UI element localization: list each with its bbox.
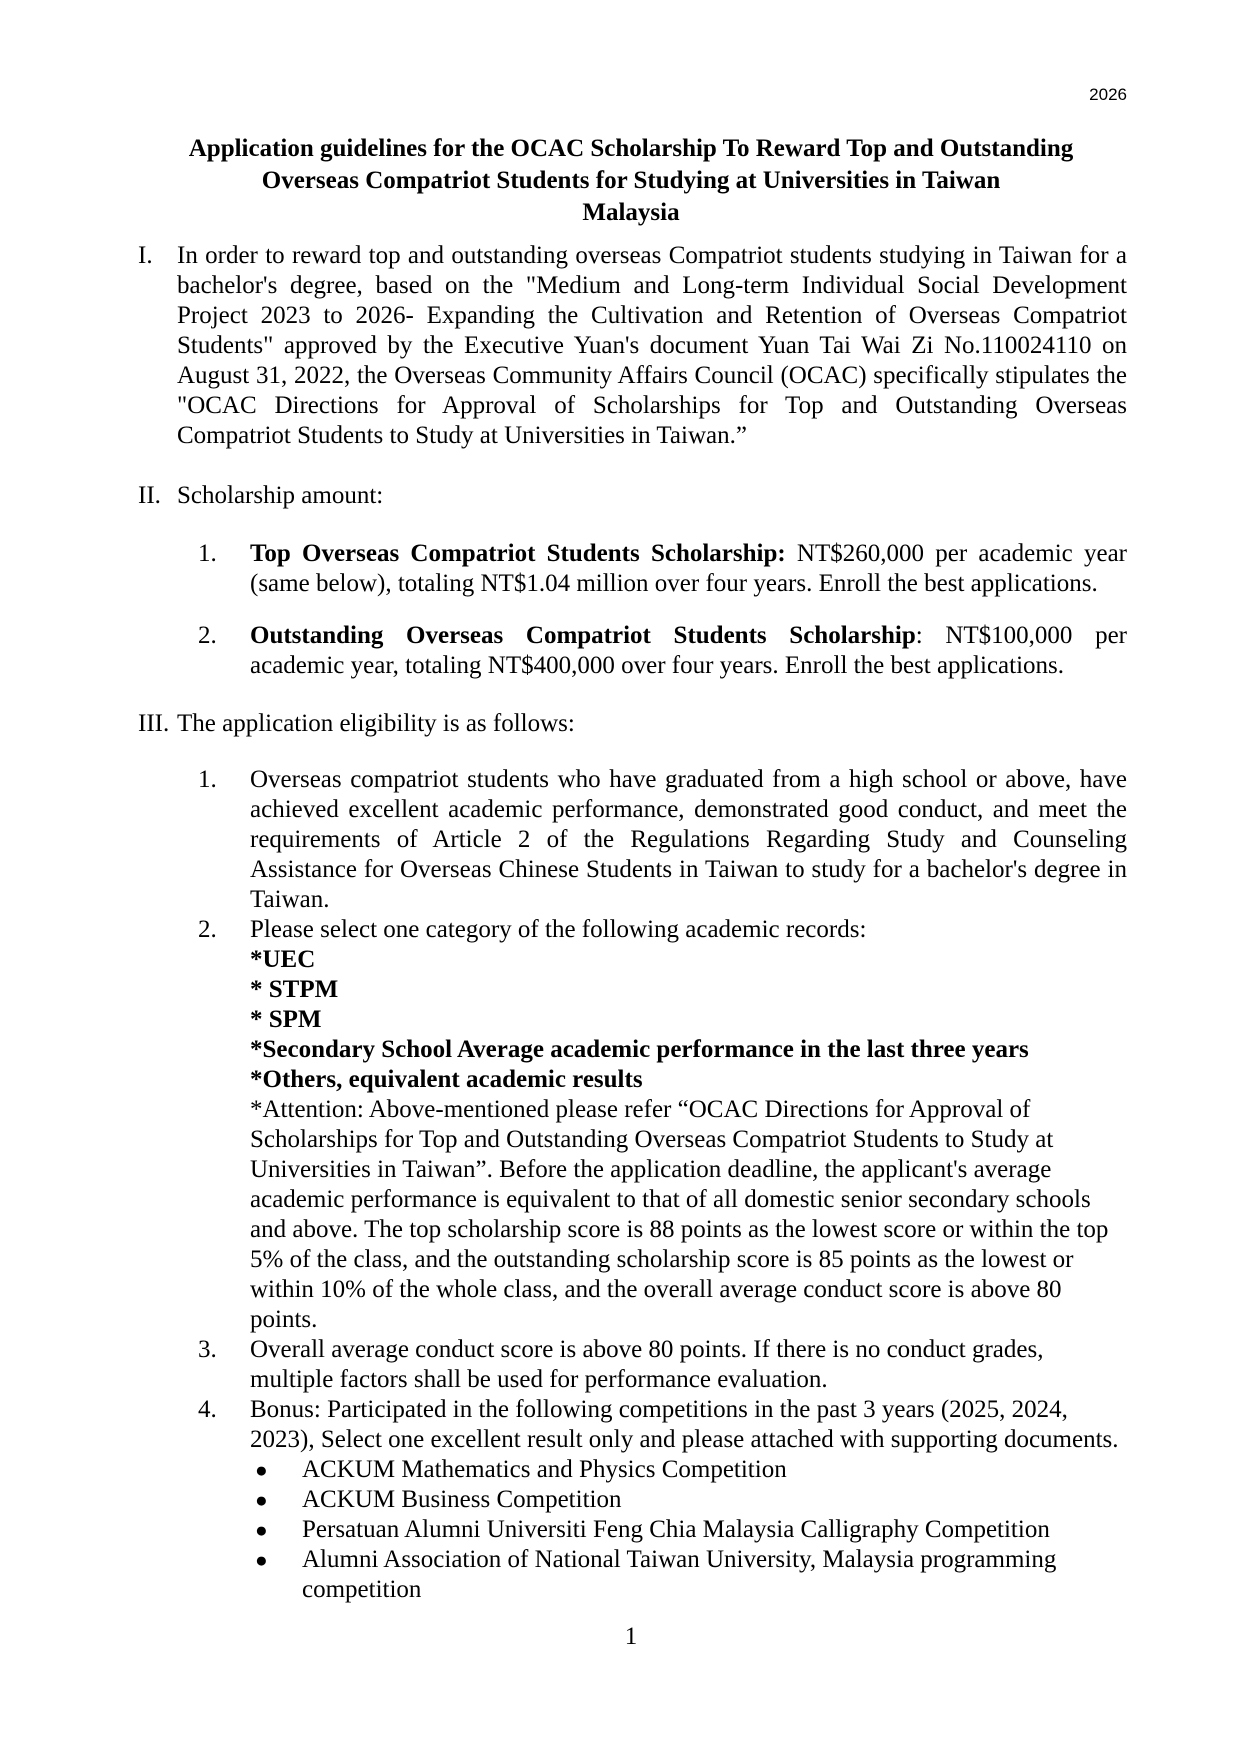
attention-note: *Attention: Above-mentioned please refer “OCAC Directions for Approval of Scholarships for Top and Outstanding Overseas Compatriot Students to Study at Universities in Taiwan”. Before the application deadline, the applicant's average academic performance is equivalent to that of all domestic senior secondary schools and above. The top scholarship score is 88 points as the lowest score or within the top 5% of the class, and the outstanding scholarship score is 85 points as the lowest or within 10% of the whole class, and the overall average conduct score is above 80 points. (250, 1096, 1109, 1333)
section-iii-heading: The application eligibility is as follows: (177, 710, 575, 737)
title-line-3: Malaysia (582, 199, 680, 226)
section-i (135, 241, 1127, 451)
eligibility-item-2-number: 2. (198, 916, 217, 943)
academic-option-others: *Others, equivalent academic results (250, 1066, 643, 1093)
indent-spacer (135, 621, 198, 681)
scholarship-item-top (135, 539, 1127, 599)
eligibility-item-2-lead: Please select one category of the following academic records: (250, 916, 867, 943)
academic-option-stpm: * STPM (250, 976, 339, 1003)
eligibility-item-3-text: Overall average conduct score is above 80 points. If there is no conduct grades, multiple factors shall be used for performance evaluation. (250, 1336, 1044, 1393)
bullet-icon: ● (255, 1458, 268, 1482)
eligibility-item-4-number: 4. (198, 1396, 217, 1423)
scholarship-item-top-text: NT$260,000 per academic year (same below), totaling NT$1.04 million over four years. Enroll the best applications. (250, 540, 1127, 597)
scholarship-item-top-title: Top Overseas Compatriot Students Scholarship: (250, 540, 786, 567)
academic-option-uec: *UEC (250, 946, 316, 973)
bullet-icon: ● (255, 1518, 268, 1542)
eligibility-item-1 (135, 765, 1127, 915)
section-ii-numeral: II. (138, 482, 161, 509)
document-title (135, 133, 1127, 229)
section-iii (135, 709, 1127, 739)
bullet-icon: ● (255, 1548, 268, 1572)
header-year: 2026 (1089, 85, 1127, 104)
section-iii-numeral: III. (138, 710, 170, 737)
competition-item-label: Alumni Association of National Taiwan University, Malaysia programming competition (302, 1546, 1057, 1603)
indent-spacer (135, 915, 198, 1335)
eligibility-item-4-body (250, 1395, 1127, 1605)
eligibility-item-4 (135, 1395, 1127, 1605)
academic-option-secondary-average: *Secondary School Average academic performance in the last three years (250, 1036, 1029, 1063)
indent-spacer (135, 539, 198, 599)
indent-spacer (135, 1395, 198, 1605)
eligibility-item-3 (135, 1335, 1127, 1395)
competition-item-ackum-business (250, 1485, 1127, 1515)
eligibility-item-3-number: 3. (198, 1336, 217, 1363)
scholarship-item-outstanding-text: : NT$100,000 per academic year, totaling NT$400,000 over four years. Enroll the best applications. (250, 622, 1127, 679)
eligibility-item-1-number: 1. (198, 766, 217, 793)
competition-item-ackum-math (250, 1455, 1127, 1485)
competition-item-label: Persatuan Alumni Universiti Feng Chia Malaysia Calligraphy Competition (302, 1516, 1050, 1543)
scholarship-item-outstanding (135, 621, 1127, 681)
title-line-1: Application guidelines for the OCAC Scholarship To Reward Top and Outstanding (188, 135, 1074, 162)
section-i-body: In order to reward top and outstanding overseas Compatriot students studying in Taiwan for a bachelor's degree, based on the "Medium and Long-term Individual Social Development Project 2023 to 2026- Expanding the Cultivation and Retention of Overseas Compatriot Students" approved by the Executive Yuan's document Yuan Tai Wai Zi No.110024110 on August 31, 2022, the Overseas Community Affairs Council (OCAC) specifically stipulates the "OCAC Directions for Approval of Scholarships for Top and Outstanding Overseas Compatriot Students to Study at Universities in Taiwan.” (177, 242, 1127, 449)
eligibility-item-1-text: Overseas compatriot students who have graduated from a high school or above, have achieved excellent academic performance, demonstrated good conduct, and meet the requirements of Article 2 of the Regulations Regarding Study and Counseling Assistance for Overseas Chinese Students in Taiwan to study for a bachelor's degree in Taiwan. (250, 766, 1127, 913)
indent-spacer (135, 765, 198, 915)
scholarship-item-outstanding-title: Outstanding Overseas Compatriot Students Scholarship (250, 622, 916, 649)
page-number: 1 (624, 1623, 638, 1650)
academic-option-spm: * SPM (250, 1006, 322, 1033)
title-line-2: Overseas Compatriot Students for Studying at Universities in Taiwan (261, 167, 1001, 194)
scholarship-item-top-number: 1. (198, 540, 217, 567)
eligibility-item-2-body (250, 915, 1127, 1335)
competition-item-label: ACKUM Business Competition (302, 1486, 622, 1513)
scholarship-item-top-body (250, 539, 1127, 599)
eligibility-item-2 (135, 915, 1127, 1335)
scholarship-item-outstanding-body (250, 621, 1127, 681)
competition-item-label: ACKUM Mathematics and Physics Competition (302, 1456, 787, 1483)
section-i-numeral: I. (138, 242, 153, 269)
section-ii-heading: Scholarship amount: (177, 482, 384, 509)
indent-spacer (135, 1335, 198, 1395)
bullet-icon: ● (255, 1488, 268, 1512)
scholarship-item-outstanding-number: 2. (198, 622, 217, 649)
eligibility-item-4-text: Bonus: Participated in the following competitions in the past 3 years (2025, 2024, 2023), Select one excellent result only and please attached with supporting documents. (250, 1396, 1119, 1453)
competition-item-fengchia-calligraphy (250, 1515, 1127, 1545)
section-ii (135, 481, 1127, 511)
competition-item-ntu-programming (250, 1545, 1127, 1605)
